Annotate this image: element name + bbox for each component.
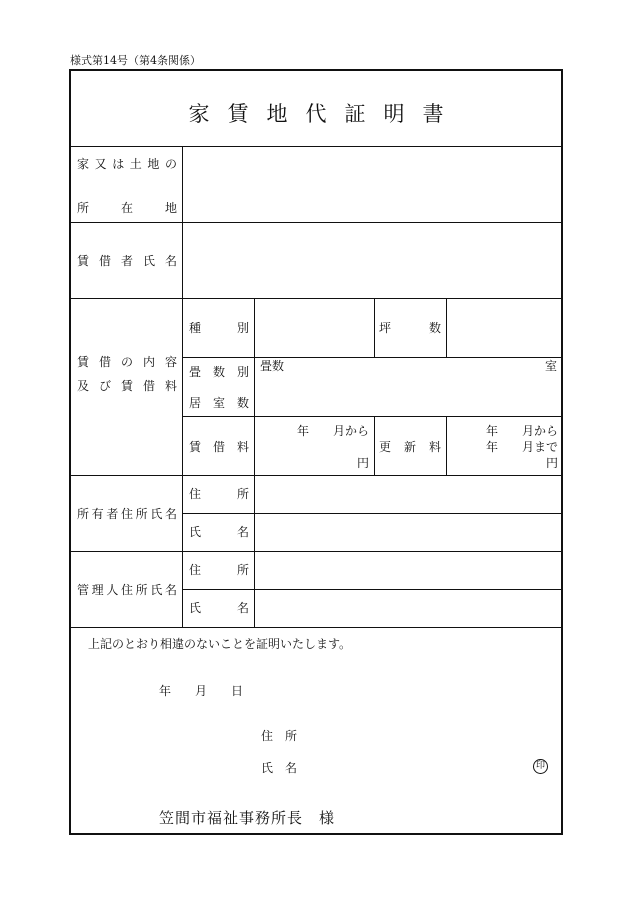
divider (254, 298, 255, 627)
renewal-label: 更新料 (379, 440, 441, 454)
kind-label: 種 別 (189, 321, 249, 335)
divider (71, 222, 561, 223)
certifier-name-label: 氏 名 (261, 761, 298, 775)
divider (374, 298, 375, 357)
area-label: 坪 数 (379, 321, 441, 335)
certification-statement: 上記のとおり相違のないことを証明いたします。 (88, 637, 352, 651)
tatami-label: 畳数別 (189, 365, 249, 379)
renewal-from: 年 月から (485, 424, 558, 438)
divider (182, 146, 183, 627)
form-title: 家賃地代証明書 (188, 102, 462, 126)
certificate-form (69, 69, 563, 835)
rent-yen: 円 (356, 456, 369, 470)
lessee-label: 賃借者氏名 (77, 254, 177, 268)
rent-label: 賃借料 (189, 440, 249, 454)
manager-address-label: 住 所 (189, 563, 249, 577)
contents-label-2: 及び賃借料 (77, 379, 177, 393)
location-label-2: 所 在 地 (77, 201, 177, 215)
divider (71, 475, 561, 476)
contents-label-1: 賃借の内容 (77, 355, 177, 369)
divider (182, 416, 561, 417)
renewal-to: 年 月まで (485, 440, 558, 454)
divider (446, 298, 447, 357)
divider (182, 357, 561, 358)
divider (71, 298, 561, 299)
manager-label: 管理人住所氏名 (77, 583, 177, 597)
divider (71, 551, 561, 552)
room-unit: 室 (544, 359, 557, 373)
certifier-address-label: 住 所 (261, 729, 298, 743)
addressee: 笠間市福祉事務所長 様 (159, 809, 336, 827)
form-number: 様式第14号（第4条関係） (70, 54, 201, 67)
certification-date: 年 月 日 (159, 684, 244, 698)
owner-label: 所有者住所氏名 (77, 507, 177, 521)
divider (374, 416, 375, 475)
rent-from: 年 月から (296, 424, 369, 438)
divider (71, 146, 561, 147)
rooms-label: 居室数 (189, 396, 249, 410)
divider (71, 627, 561, 628)
location-label-1: 家又は土地の (77, 157, 177, 171)
renewal-yen: 円 (545, 456, 558, 470)
seal-mark: 印 (533, 759, 548, 774)
owner-address-label: 住 所 (189, 487, 249, 501)
manager-name-label: 氏 名 (189, 601, 249, 615)
divider (182, 513, 561, 514)
tatami-unit: 畳数 (260, 359, 285, 373)
divider (182, 589, 561, 590)
owner-name-label: 氏 名 (189, 525, 249, 539)
divider (446, 416, 447, 475)
